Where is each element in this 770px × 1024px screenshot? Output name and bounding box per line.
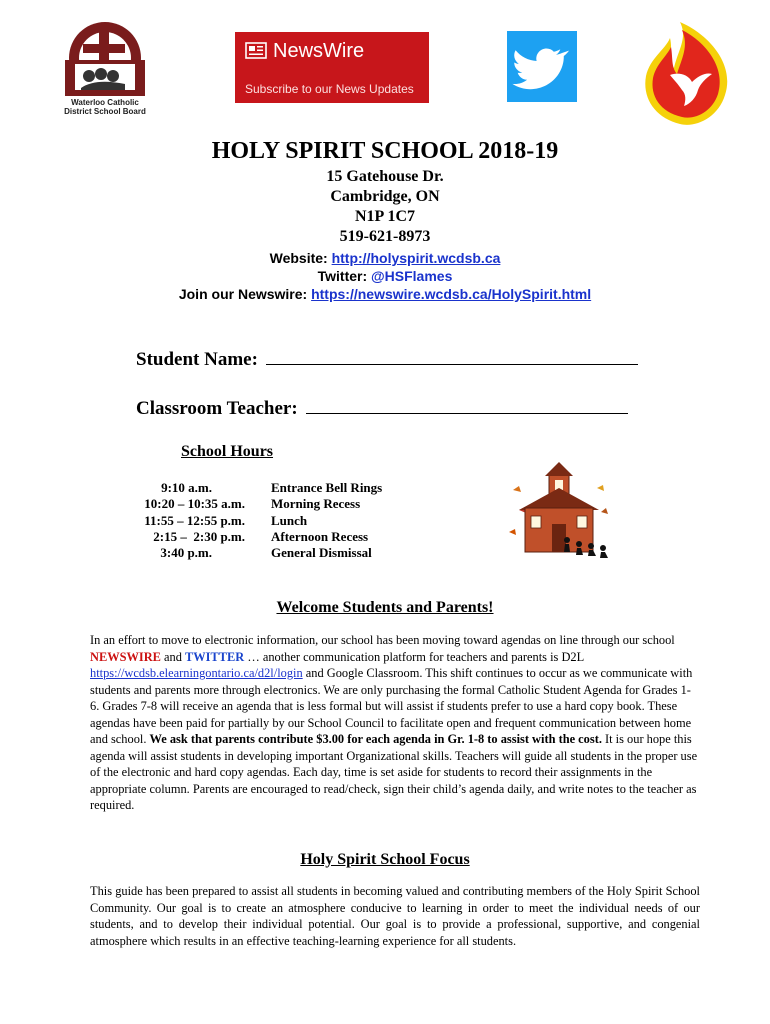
website-line [0, 250, 770, 266]
hours-event: Entrance Bell Rings [271, 480, 383, 495]
focus-title: Holy Spirit School Focus [300, 851, 470, 868]
welcome-text-1: In an effort to move to electronic information, our school has been moving toward agendas on line through our school [90, 633, 675, 647]
welcome-text-2: … another communication platform for teachers and parents is D2L [244, 649, 584, 664]
flame-dove-icon [640, 20, 732, 130]
website-link[interactable]: http://holyspirit.wcdsb.ca [331, 250, 501, 266]
twitter-bird-icon [507, 31, 577, 102]
newswire-label: Join our Newswire: [178, 286, 312, 302]
student-name-label: Student Name: [136, 349, 258, 370]
newswire-line [0, 286, 770, 302]
website-label: Website: [269, 250, 332, 266]
student-name-field[interactable] [136, 348, 638, 371]
phone-number: 519-621-8973 [339, 228, 431, 245]
hours-time: 3:40 p.m. [160, 545, 212, 561]
hours-event: General Dismissal [271, 545, 372, 561]
hours-event: Afternoon Recess [271, 528, 369, 544]
schoolhouse-icon [505, 460, 613, 565]
schoolhouse-clipart [505, 460, 613, 565]
hours-time: 2:15 – 2:30 p.m. [153, 528, 245, 544]
classroom-teacher-field[interactable] [136, 397, 628, 420]
newswire-subtitle: Subscribe to our News Updates [245, 82, 414, 96]
address-city: Cambridge, ON [330, 188, 440, 205]
hours-event: Morning Recess [271, 496, 361, 512]
school-hours-title: School Hours [181, 443, 274, 460]
twitter-handle[interactable]: @HSFlames [371, 268, 453, 284]
hours-event: Lunch [271, 512, 308, 528]
newswire-link[interactable]: https://newswire.wcdsb.ca/HolySpirit.html [311, 286, 592, 302]
welcome-paragraph [90, 632, 700, 814]
wcdsb-emblem-icon [55, 18, 155, 98]
student-name-line[interactable] [266, 348, 638, 365]
address-street: 15 Gatehouse Dr. [326, 168, 444, 185]
newswire-title: NewsWire [273, 40, 365, 62]
classroom-teacher-label: Classroom Teacher: [136, 398, 298, 419]
holy-spirit-flame-logo [640, 20, 732, 130]
newswire-banner[interactable] [235, 32, 429, 103]
newswire-mention: NEWSWIRE [90, 649, 161, 664]
board-caption-line1: Waterloo Catholic [71, 98, 139, 107]
twitter-mention: TWITTER [185, 649, 245, 664]
agenda-cost-note: We ask that parents contribute $3.00 for each agenda in Gr. 1-8 to assist with the cost. [149, 732, 602, 746]
school-hours-events [271, 480, 382, 561]
newspaper-icon [245, 42, 267, 59]
hours-time: 11:55 – 12:55 p.m. [144, 512, 245, 528]
hours-time: 9:10 a.m. [161, 480, 212, 495]
d2l-link[interactable]: https://wcdsb.elearningontario.ca/d2l/login [90, 666, 303, 680]
welcome-title: Welcome Students and Parents! [276, 599, 494, 616]
twitter-logo[interactable] [507, 31, 577, 102]
wcdsb-logo [55, 18, 155, 123]
welcome-text-and: and [160, 649, 186, 664]
welcome-text-3: and Google Classroom. This shift continues to occur as we communicate with students and parents more through electronics. We are only purchasing the formal Catholic Student Agenda for Grades 1-6. Grades 7-8 will receive an agenda that is less formal but will assist if students prefer to use a hard copy book. These agendas have been paid for partially by our School Council to facilitate open and frequent communication between home and school. [90, 666, 693, 746]
focus-paragraph: This guide has been prepared to assist all students in becoming valued and contributing members of the Holy Spirit School Community. Our goal is to create an atmosphere conducive to learning in order to meet the individual needs of our students, and to develop their individual potential. Our goal is to provide a professional, supportive, and congenial atmosphere which results in an effective teaching-learning experience for all students. [90, 884, 700, 948]
twitter-label: Twitter: [317, 268, 372, 284]
hours-time: 10:20 – 10:35 a.m. [144, 496, 245, 512]
classroom-teacher-line[interactable] [306, 397, 628, 414]
school-hours-times [120, 480, 245, 561]
page-title: HOLY SPIRIT SCHOOL 2018-19 [211, 138, 559, 164]
twitter-line [0, 268, 770, 284]
welcome-text-4: It is our hope this agenda will assist students in developing important Organizational skills. Teachers will guide all students in the proper use of the electronic and hard copy agendas. Each day, time is set aside for students to record their assignments in the appropriate column. Parents are encouraged to read/check, sign their child’s agenda daily, and write notes to the teacher as required. [90, 732, 698, 812]
address-postal-code: N1P 1C7 [355, 208, 415, 225]
board-caption-line2: District School Board [64, 107, 146, 116]
